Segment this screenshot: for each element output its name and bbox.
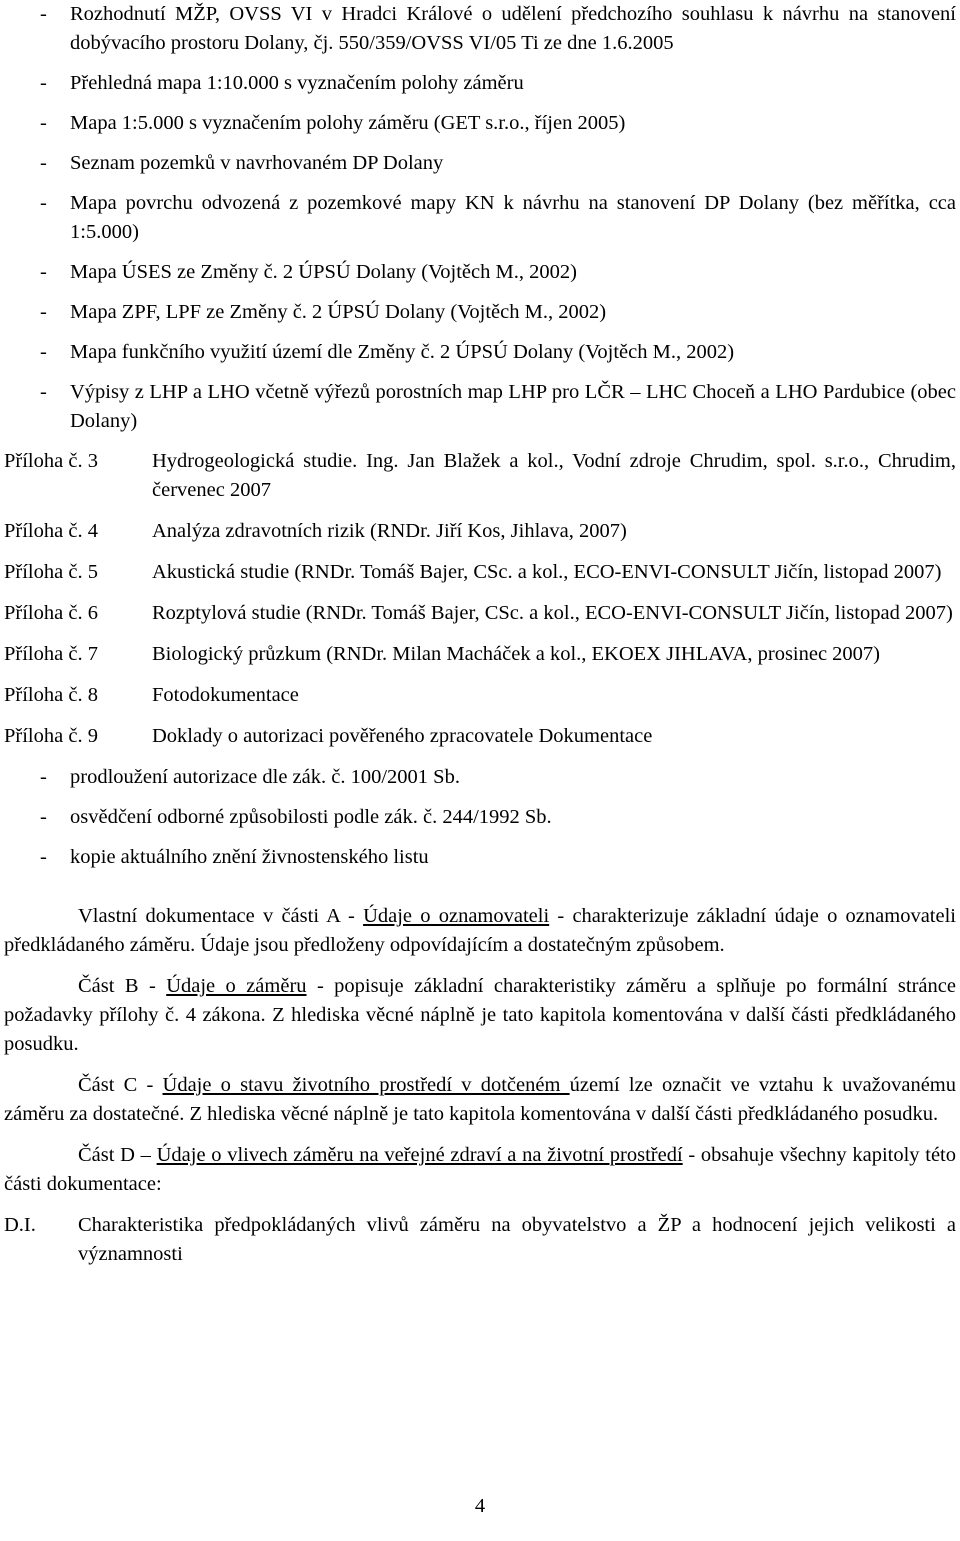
- attachment-text: Akustická studie (RNDr. Tomáš Bajer, CSc. a kol., ECO-ENVI-CONSULT Jičín, listopad 2007): [152, 561, 942, 583]
- list-item: [4, 763, 956, 792]
- list-item: [4, 69, 956, 98]
- chapter-di: [4, 1211, 956, 1269]
- attachment-item: [4, 640, 956, 669]
- list-item: [4, 338, 956, 367]
- paragraph-text: Vlastní dokumentace v části A -: [78, 905, 364, 927]
- chapter-text: Charakteristika předpokládaných vlivů záměru na obyvatelstvo a ŽP a hodnocení jejich velikosti a významnosti: [78, 1214, 956, 1265]
- attachment-item: [4, 447, 956, 505]
- section-title-b: Údaje o záměru: [166, 975, 307, 997]
- list-dash: -: [40, 381, 47, 403]
- paragraph-text: Část B -: [78, 975, 167, 997]
- list-dash: -: [40, 72, 47, 94]
- list-dash: -: [40, 261, 47, 283]
- list-dash: -: [40, 152, 47, 174]
- attachments-list: [4, 447, 956, 751]
- list-item-text: Mapa povrchu odvozená z pozemkové mapy KN k návrhu na stanovení DP Dolany (bez měřítka, cca 1:5.000): [70, 192, 956, 243]
- list-item: [4, 298, 956, 327]
- list-item-text: Rozhodnutí MŽP, OVSS VI v Hradci Králové o udělení předchozího souhlasu k návrhu na stanovení dobývacího prostoru Dolany, čj. 550/359/OVSS VI/05 Ti ze dne 1.6.2005: [70, 3, 956, 54]
- attachment-text: Doklady o autorizaci pověřeného zpracovatele Dokumentace: [152, 725, 653, 747]
- attachment-label: Příloha č. 9: [4, 725, 98, 747]
- paragraph-text: - popisuje základní charakteristiky záměru a splňuje po formální stránce požadavky přílohy č. 4 zákona. Z hlediska věcné náplně je tato kapitola komentována v další části předkládaného posudku.: [4, 975, 956, 1055]
- paragraph-part-d: [4, 1141, 956, 1199]
- paragraph-part-c: [4, 1071, 956, 1129]
- list-dash: -: [40, 806, 47, 828]
- attachment-text: Hydrogeologická studie. Ing. Jan Blažek a kol., Vodní zdroje Chrudim, spol. s.r.o., Chrudim, červenec 2007: [152, 450, 956, 501]
- list-item: [4, 109, 956, 138]
- list-item: [4, 258, 956, 287]
- attachment-label: Příloha č. 6: [4, 602, 98, 624]
- list-item-text: Mapa funkčního využití území dle Změny č. 2 ÚPSÚ Dolany (Vojtěch M., 2002): [70, 341, 735, 363]
- attachment-item: [4, 558, 956, 587]
- attachment-label: Příloha č. 7: [4, 643, 98, 665]
- page-number: 4: [474, 1495, 486, 1517]
- paragraph-text: území lze označit ve vztahu k uvažovanému záměru za dostatečné. Z hlediska věcné náplně je tato kapitola komentována v další části předkládaného posudku.: [4, 1074, 956, 1125]
- list-dash: -: [40, 766, 47, 788]
- paragraph-text: Část D –: [78, 1144, 157, 1166]
- list-item: [4, 0, 956, 58]
- list-item-text: osvědčení odborné způsobilosti podle zák. č. 244/1992 Sb.: [70, 806, 552, 828]
- attachment-item: [4, 722, 956, 751]
- list-item-text: Seznam pozemků v navrhovaném DP Dolany: [70, 152, 444, 174]
- paragraph-text: Část C -: [78, 1074, 163, 1096]
- list-dash: -: [40, 3, 47, 25]
- paragraph-text: - charakterizuje základní údaje o oznamovateli předkládaného záměru. Údaje jsou předloženy odpovídajícím a dostatečným způsobem.: [4, 905, 956, 956]
- attachment-item: [4, 681, 956, 710]
- attachment-label: Příloha č. 5: [4, 561, 98, 583]
- authorization-documents-list: [4, 763, 956, 872]
- attachment-label: Příloha č. 8: [4, 684, 98, 706]
- attachment-text: Fotodokumentace: [152, 684, 299, 706]
- list-item-text: Výpisy z LHP a LHO včetně výřezů porostních map LHP pro LČR – LHC Choceň a LHO Pardubice (obec Dolany): [70, 381, 956, 432]
- attachment-text: Biologický průzkum (RNDr. Milan Macháček a kol., EKOEX JIHLAVA, prosinec 2007): [152, 643, 881, 665]
- list-dash: -: [40, 301, 47, 323]
- list-item-text: Mapa ZPF, LPF ze Změny č. 2 ÚPSÚ Dolany (Vojtěch M., 2002): [70, 301, 607, 323]
- list-item-text: prodloužení autorizace dle zák. č. 100/2001 Sb.: [70, 766, 460, 788]
- attachment-item: [4, 599, 956, 628]
- attachment-text: Rozptylová studie (RNDr. Tomáš Bajer, CSc. a kol., ECO-ENVI-CONSULT Jičín, listopad 2007): [152, 602, 953, 624]
- list-item-text: Mapa 1:5.000 s vyznačením polohy záměru (GET s.r.o., říjen 2005): [70, 112, 626, 134]
- list-item: [4, 149, 956, 178]
- supporting-documents-list: [4, 0, 956, 436]
- paragraph-part-b: [4, 972, 956, 1059]
- list-dash: -: [40, 192, 47, 214]
- paragraph-text: - obsahuje všechny kapitoly této části dokumentace:: [4, 1144, 956, 1195]
- list-item: [4, 189, 956, 247]
- list-item: [4, 803, 956, 832]
- attachment-item: [4, 517, 956, 546]
- section-title-d: Údaje o vlivech záměru na veřejné zdraví a na životní prostředí: [156, 1144, 683, 1166]
- section-title-c: Údaje o stavu životního prostředí v dotčeném: [162, 1074, 570, 1096]
- paragraph-part-a: [4, 902, 956, 960]
- list-item-text: Přehledná mapa 1:10.000 s vyznačením polohy záměru: [70, 72, 524, 94]
- list-item: [4, 378, 956, 436]
- list-dash: -: [40, 341, 47, 363]
- chapter-label: D.I.: [4, 1214, 36, 1236]
- list-dash: -: [40, 112, 47, 134]
- list-item-text: Mapa ÚSES ze Změny č. 2 ÚPSÚ Dolany (Vojtěch M., 2002): [70, 261, 577, 283]
- attachment-label: Příloha č. 3: [4, 450, 98, 472]
- list-dash: -: [40, 846, 47, 868]
- list-item: [4, 843, 956, 872]
- list-item-text: kopie aktuálního znění živnostenského listu: [70, 846, 429, 868]
- attachment-label: Příloha č. 4: [4, 520, 98, 542]
- document-page: [4, 0, 956, 1269]
- attachment-text: Analýza zdravotních rizik (RNDr. Jiří Kos, Jihlava, 2007): [152, 520, 627, 542]
- section-title-a: Údaje o oznamovateli: [363, 905, 550, 927]
